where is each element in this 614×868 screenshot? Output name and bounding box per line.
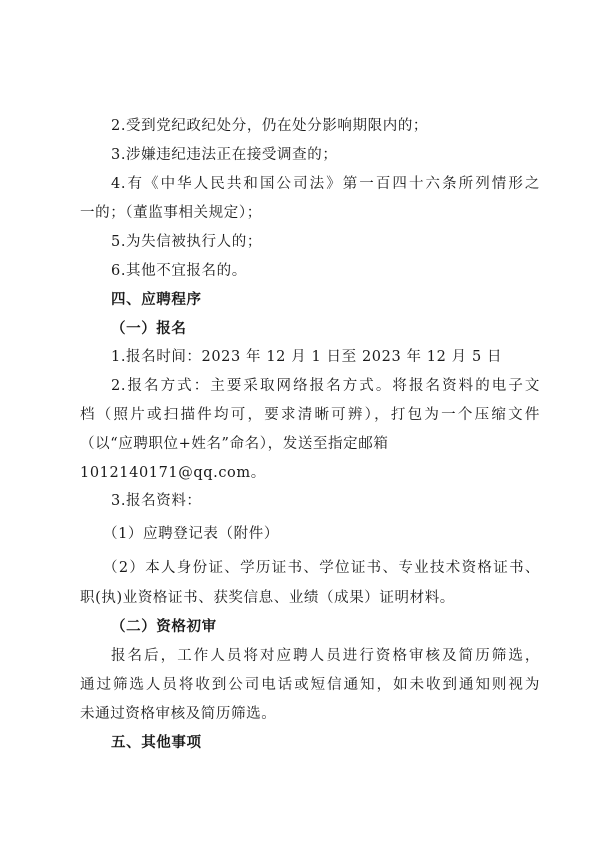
- material-2: （2）本人身份证、学历证书、学位证书、专业技术资格证书、: [103, 560, 540, 576]
- material-2-cont: 职(执)业资格证书、获奖信息、业绩（成果）证明材料。: [80, 590, 455, 606]
- item-3: 3.涉嫌违纪违法正在接受调查的；: [111, 147, 338, 163]
- item-4-cont: 一的；（董监事相关规定）；: [80, 205, 262, 221]
- registration-method-cont-1: 档（照片或扫描件均可，要求清晰可辨），打包为一个压缩文件: [80, 407, 540, 423]
- registration-method: 2.报名方式：主要采取网络报名方式。将报名资料的电子文: [111, 378, 540, 394]
- registration-materials: 3.报名资料：: [111, 493, 202, 509]
- review-paragraph-cont-1: 通过筛选人员将收到公司电话或短信通知，如未收到通知则视为: [80, 677, 540, 693]
- material-1: （1）应聘登记表（附件）: [103, 526, 279, 542]
- item-5: 5.为失信被执行人的；: [111, 234, 262, 250]
- item-6: 6.其他不宜报名的。: [111, 263, 247, 279]
- subsection-heading-1: （一）报名: [111, 321, 187, 337]
- section-heading-5: 五、其他事项: [111, 735, 202, 751]
- subsection-heading-2: （二）资格初审: [111, 619, 217, 635]
- item-4: 4.有《中华人民共和国公司法》第一百四十六条所列情形之: [111, 176, 540, 192]
- registration-method-cont-2: （以“应聘职位+姓名”命名），发送至指定邮箱: [80, 436, 389, 452]
- review-paragraph-cont-2: 未通过资格审核及简历筛选。: [80, 706, 277, 722]
- email-address: 1012140171@qq.com。: [80, 465, 266, 481]
- section-heading-4: 四、应聘程序: [111, 292, 202, 308]
- item-2: 2.受到党纪政纪处分，仍在处分影响期限内的；: [111, 118, 429, 134]
- registration-time: 1.报名时间：2023 年 12 月 1 日至 2023 年 12 月 5 日: [111, 349, 503, 365]
- review-paragraph: 报名后，工作人员将对应聘人员进行资格审核及简历筛选，: [111, 648, 540, 664]
